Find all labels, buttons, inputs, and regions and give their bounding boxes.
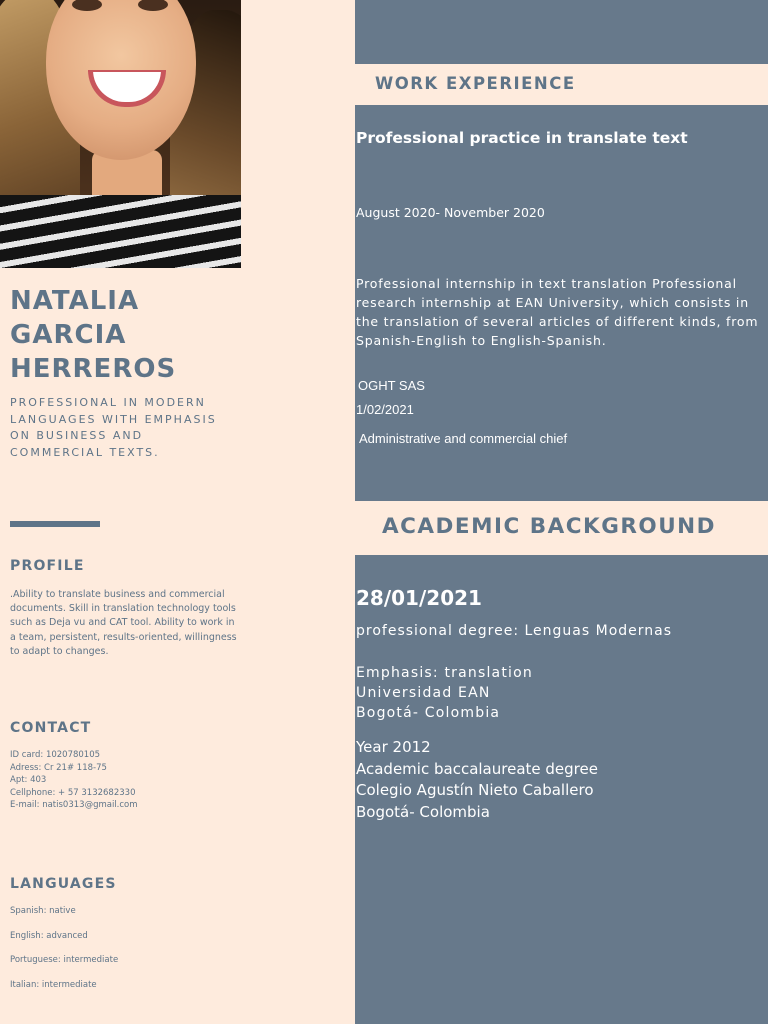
job-date: August 2020- November 2020 — [356, 205, 545, 220]
section-divider — [10, 521, 100, 527]
language-spanish: Spanish: native — [10, 906, 76, 916]
academic-background-heading: ACADEMIC BACKGROUND — [382, 514, 716, 539]
photo-eye-right — [138, 0, 168, 11]
company-date: 1/02/2021 — [356, 402, 414, 417]
school-location: Bogotá- Colombia — [356, 802, 490, 821]
contact-details — [10, 749, 138, 812]
languages-heading: LANGUAGES — [10, 876, 117, 892]
degree-date: 28/01/2021 — [356, 586, 482, 610]
school-degree: Academic baccalaureate degree — [356, 759, 598, 778]
school-year: Year 2012 — [356, 738, 431, 756]
school-details — [356, 737, 598, 823]
language-portuguese: Portuguese: intermediate — [10, 955, 119, 965]
language-english: English: advanced — [10, 931, 88, 941]
name-line-3: HERREROS — [10, 354, 177, 384]
contact-apartment: Apt: 403 — [10, 775, 47, 786]
photo-eye-left — [72, 0, 102, 11]
contact-id-card: ID card: 1020780105 — [10, 750, 101, 760]
work-experience-heading: WORK EXPERIENCE — [375, 74, 576, 93]
profile-text: .Ability to translate business and commercial documents. Skill in translation technology tools such as Deja vu and CAT tool. Ability to work in a team, persistent, results-oriented, willingness to adapt to changes. — [10, 589, 237, 657]
university-location: Bogotá- Colombia — [356, 705, 501, 721]
university-details — [356, 663, 533, 723]
degree-emphasis: Emphasis: translation — [356, 665, 533, 681]
university-name: Universidad EAN — [356, 685, 491, 701]
contact-address: Adress: Cr 21# 118-75 — [10, 762, 107, 773]
candidate-name — [10, 284, 340, 386]
photo-smile — [88, 70, 166, 107]
contact-heading: CONTACT — [10, 720, 92, 736]
profile-photo — [0, 0, 241, 268]
contact-cellphone: Cellphone: + 57 3132682330 — [10, 787, 136, 798]
degree-name: professional degree: Lenguas Modernas — [356, 623, 673, 639]
language-italian: Italian: intermediate — [10, 980, 97, 990]
company-role: Administrative and commercial chief — [359, 431, 568, 446]
job-description: Professional internship in text translation Professional research internship at EAN University, which consists in the translation of several articles of different kinds, from Spanish-English to English-Spanish. — [356, 276, 759, 348]
contact-email: E-mail: natis0313@gmail.com — [10, 800, 138, 811]
photo-striped-shirt — [0, 195, 241, 268]
name-line-1: NATALIA — [10, 286, 140, 316]
profile-heading: PROFILE — [10, 558, 85, 574]
school-name: Colegio Agustín Nieto Caballero — [356, 781, 594, 799]
name-line-2: GARCIA — [10, 320, 127, 350]
job-title: Professional practice in translate text — [356, 129, 688, 147]
professional-tagline: PROFESSIONAL IN MODERN LANGUAGES WITH EMPHASIS ON BUSINESS AND COMMERCIAL TEXTS. — [10, 396, 217, 459]
academic-background-band — [355, 501, 768, 555]
company-name: OGHT SAS — [358, 378, 425, 393]
work-experience-band — [355, 64, 768, 105]
